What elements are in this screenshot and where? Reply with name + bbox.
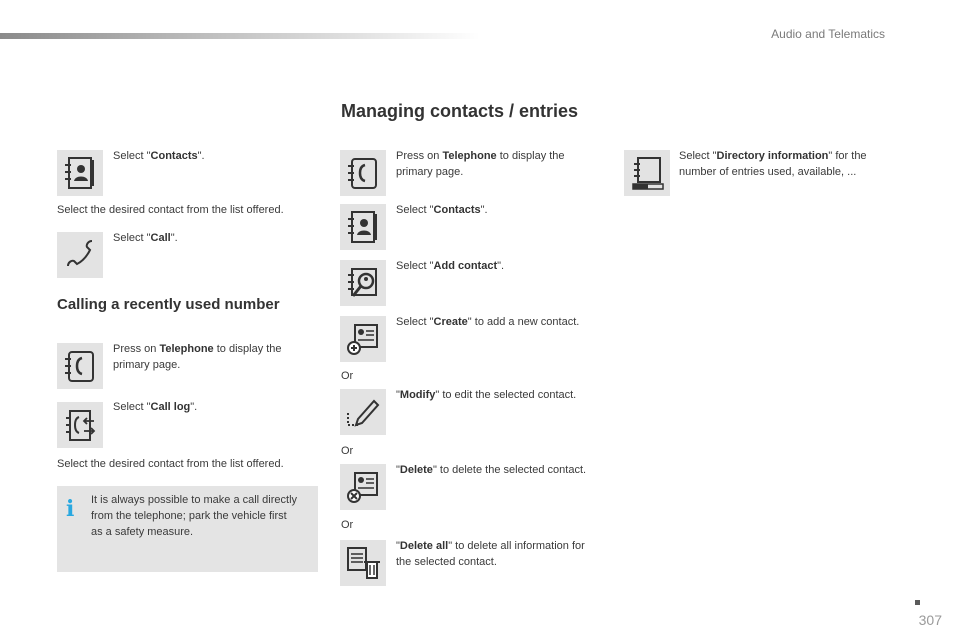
delete-all-trash-icon	[340, 540, 386, 586]
call-log-icon	[57, 402, 103, 448]
page-number: 307	[918, 612, 942, 628]
step-directory-information: Select "Directory information" for the number of entries used, available, ...	[679, 150, 867, 178]
step-select-call: Select "Call".	[113, 232, 178, 244]
telephone-icon	[57, 343, 103, 389]
or-label-2: Or	[341, 445, 354, 457]
contacts-book-icon	[340, 204, 386, 250]
modify-pencil-icon	[340, 389, 386, 435]
contacts-book-icon	[57, 150, 103, 196]
step-delete: "Delete" to delete the selected contact.	[396, 464, 587, 476]
step-select-create: Select "Create" to add a new contact.	[396, 316, 580, 328]
phone-handset-icon	[57, 232, 103, 278]
step-select-contact-from-list: Select the desired contact from the list offered.	[57, 204, 284, 216]
step-press-telephone-mid: Press on Telephone to display the primary page.	[396, 150, 565, 178]
info-icon: i	[66, 496, 75, 522]
create-contact-icon	[340, 316, 386, 362]
page-title: Managing contacts / entries	[341, 101, 579, 121]
section-title: Audio and Telematics	[771, 27, 885, 41]
page-marker	[915, 600, 920, 605]
step-select-contacts: Select "Contacts".	[113, 150, 205, 162]
step-press-telephone: Press on Telephone to display the primary page.	[113, 343, 282, 371]
step-select-add-contact: Select "Add contact".	[396, 260, 505, 272]
delete-contact-icon	[340, 464, 386, 510]
info-text: It is always possible to make a call directly from the telephone; park the vehicle first as a safety measure.	[91, 494, 298, 538]
or-label-3: Or	[341, 519, 354, 531]
subsection-title: Calling a recently used number	[57, 296, 280, 313]
header-gradient-bar	[0, 33, 480, 39]
directory-information-icon	[624, 150, 670, 196]
step-select-contact-from-list-2: Select the desired contact from the list offered.	[57, 458, 284, 470]
or-label-1: Or	[341, 370, 354, 382]
step-select-call-log: Select "Call log".	[113, 401, 198, 413]
step-delete-all: "Delete all" to delete all information for the selected contact.	[396, 540, 585, 568]
step-select-contacts-mid: Select "Contacts".	[396, 204, 488, 216]
add-contact-search-icon	[340, 260, 386, 306]
telephone-icon	[340, 150, 386, 196]
step-modify: "Modify" to edit the selected contact.	[396, 389, 577, 401]
